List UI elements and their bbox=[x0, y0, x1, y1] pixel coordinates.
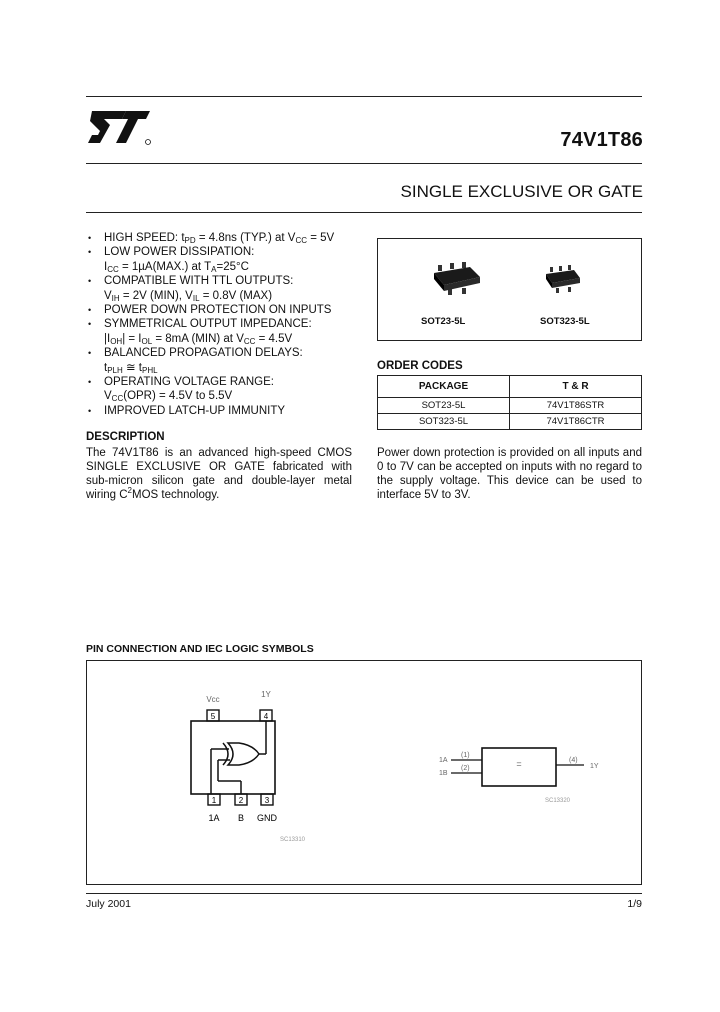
sot323-package-icon bbox=[542, 265, 584, 295]
pin-number-4: 4 bbox=[263, 712, 269, 721]
diagram-ref-left: SC13310 bbox=[280, 837, 306, 843]
pin-label-vcc: Vcc bbox=[206, 695, 220, 704]
sot23-package-icon bbox=[430, 261, 484, 297]
description-title: DESCRIPTION bbox=[86, 431, 165, 443]
feature-main-text: • LOW POWER DISSIPATION: bbox=[104, 246, 255, 259]
pin-connection-diagram-box bbox=[86, 660, 642, 885]
feature-main-text: • BALANCED PROPAGATION DELAYS: bbox=[104, 347, 303, 360]
order-header-package: PACKAGE bbox=[378, 376, 510, 398]
iec-input-pin-2: (2) bbox=[461, 765, 470, 772]
pin-label-b: B bbox=[237, 813, 245, 823]
order-codes-title: ORDER CODES bbox=[377, 360, 463, 372]
description-right-text: Power down protection is provided on all inputs and 0 to 7V can be accepted on inputs with no regard to the supply voltage. This device can be used to interface 5V to 3V. bbox=[377, 447, 642, 501]
iec-output-label: 1Y bbox=[590, 763, 599, 770]
subtitle-rule bbox=[86, 212, 642, 213]
pin-number-5: 5 bbox=[210, 712, 216, 721]
feature-main-text: • IMPROVED LATCH-UP IMMUNITY bbox=[104, 404, 286, 417]
feature-item bbox=[86, 317, 358, 346]
pin-connection-title: PIN CONNECTION AND IEC LOGIC SYMBOLS bbox=[86, 643, 314, 655]
top-rule bbox=[86, 96, 642, 97]
document-subtitle: SINGLE EXCLUSIVE OR GATE bbox=[400, 182, 643, 201]
feature-item bbox=[86, 303, 358, 317]
order-header-tr: T & R bbox=[510, 376, 642, 398]
pin-number-2: 2 bbox=[238, 796, 244, 805]
feature-main-text: • HIGH SPEED: $t_{PD} = 4.8ns$ (TYP.) at $V_{CC} = 5V$ bbox=[104, 232, 335, 245]
feature-sub-text: $I_{CC} = 1\mu A(MAX.)$ at $T_A=25^\circ C$ bbox=[104, 260, 249, 274]
package-label-sot23: SOT23-5L bbox=[421, 316, 466, 327]
table-row bbox=[378, 398, 642, 414]
feature-sub-text: $V_{CC}(OPR) = 4.5V$ to 5.5V bbox=[104, 390, 233, 404]
order-cell: 74V1T86CTR bbox=[510, 414, 642, 430]
feature-item bbox=[86, 404, 358, 418]
feature-main-text: • POWER DOWN PROTECTION ON INPUTS bbox=[104, 304, 332, 317]
order-cell: 74V1T86STR bbox=[510, 398, 642, 414]
feature-item bbox=[86, 375, 358, 404]
iec-input-label-1a: 1A bbox=[439, 757, 448, 764]
feature-main-text: • COMPATIBLE WITH TTL OUTPUTS: bbox=[104, 275, 294, 288]
title-rule bbox=[86, 163, 642, 164]
order-codes-table bbox=[377, 375, 642, 430]
xor-gate-icon bbox=[211, 721, 266, 794]
pin-label-1y: 1Y bbox=[261, 690, 271, 699]
pin-number-3: 3 bbox=[264, 796, 270, 805]
feature-sub-text: $|I_{OH}| = I_{OL} = 8mA$ (MIN) at $V_{CC} = 4.5V$ bbox=[104, 332, 293, 346]
table-row bbox=[378, 414, 642, 430]
iec-input-pin-1: (1) bbox=[461, 752, 470, 759]
iec-output-pin: (4) bbox=[569, 757, 578, 764]
feature-item bbox=[86, 346, 358, 375]
footer-page-number: 1/9 bbox=[627, 898, 642, 910]
pin-label-1a: 1A bbox=[208, 813, 220, 823]
footer-date: July 2001 bbox=[86, 898, 131, 910]
feature-main-text: • SYMMETRICAL OUTPUT IMPEDANCE: bbox=[104, 318, 312, 331]
features-list bbox=[86, 231, 358, 418]
iec-input-label-1b: 1B bbox=[439, 770, 448, 777]
feature-item bbox=[86, 245, 358, 274]
pin-label-gnd: GND bbox=[257, 813, 277, 823]
pin-diagram-svg bbox=[87, 661, 641, 884]
feature-item bbox=[86, 231, 358, 245]
part-number: 74V1T86 bbox=[560, 129, 643, 151]
feature-item bbox=[86, 274, 358, 303]
package-label-sot323: SOT323-5L bbox=[540, 316, 590, 327]
feature-main-text: • OPERATING VOLTAGE RANGE: bbox=[104, 376, 274, 389]
package-box bbox=[377, 238, 642, 341]
iec-gate-symbol: = bbox=[516, 759, 522, 769]
description-left-text: The 74V1T86 is an advanced high-speed CMOS SINGLE EXCLUSIVE OR GATE fabricated with sub-micron silicon gate and double-layer metal wiring $C^2MOS$ technology. bbox=[86, 447, 352, 501]
order-cell: SOT23-5L bbox=[378, 398, 510, 414]
feature-sub-text: $V_{IH} = 2V$ (MIN), $V_{IL} = 0.8V$ (MAX) bbox=[104, 289, 273, 303]
diagram-ref-right: SC13320 bbox=[545, 798, 571, 804]
feature-sub-text: $t_{PLH}$ ≅ $t_{PHL}$ bbox=[104, 361, 158, 375]
footer-rule bbox=[86, 893, 642, 894]
st-logo-icon bbox=[86, 107, 152, 147]
pin-number-1: 1 bbox=[211, 796, 217, 805]
order-cell: SOT323-5L bbox=[378, 414, 510, 430]
